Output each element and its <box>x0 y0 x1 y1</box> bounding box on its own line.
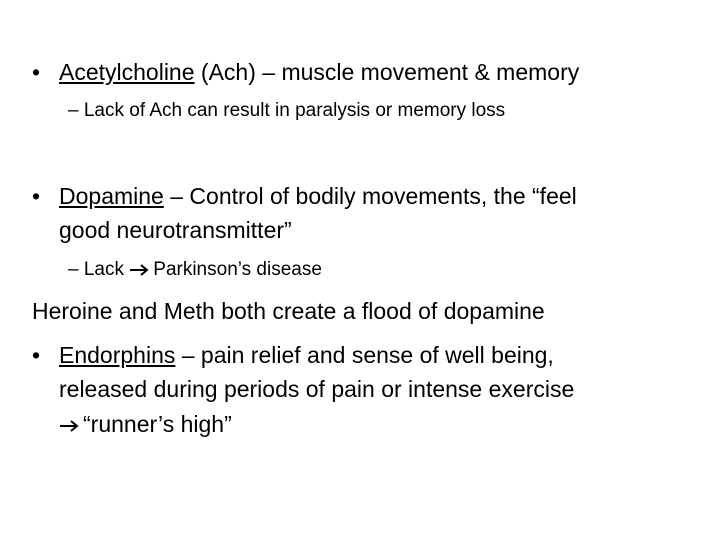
endorphins-term: Endorphins <box>59 342 176 368</box>
bullet-dot: • <box>32 183 41 209</box>
endorphins-runners-high: “runner’s high” <box>83 411 232 437</box>
acetylcholine-term: Acetylcholine <box>59 59 195 85</box>
acetylcholine-description: (Ach) – muscle movement & memory <box>194 59 580 85</box>
bullet-dot: • <box>32 59 41 85</box>
endorphins-line-3 <box>59 410 232 438</box>
acetylcholine-sub: – Lack of Ach can result in paralysis or memory loss <box>68 100 506 121</box>
dopamine-line-2: good neurotransmitter” <box>59 217 292 243</box>
bullet-dot: • <box>32 342 41 368</box>
endorphins-line-1 <box>59 341 554 369</box>
dopamine-note: Heroine and Meth both create a flood of dopamine <box>32 298 545 324</box>
acetylcholine-line <box>59 58 579 86</box>
dopamine-line-1 <box>59 182 577 210</box>
endorphins-line-2: released during periods of pain or intense exercise <box>59 376 575 402</box>
right-arrow-icon <box>59 420 79 432</box>
dopamine-sub-prefix: – Lack <box>68 259 124 280</box>
dopamine-sub-text: Parkinson’s disease <box>153 259 322 280</box>
dopamine-sub <box>68 258 322 282</box>
dopamine-description-1: – Control of bodily movements, the “feel <box>163 183 577 209</box>
endorphins-description-1: – pain relief and sense of well being, <box>175 342 554 368</box>
right-arrow-icon <box>129 264 149 276</box>
dopamine-term: Dopamine <box>59 183 164 209</box>
